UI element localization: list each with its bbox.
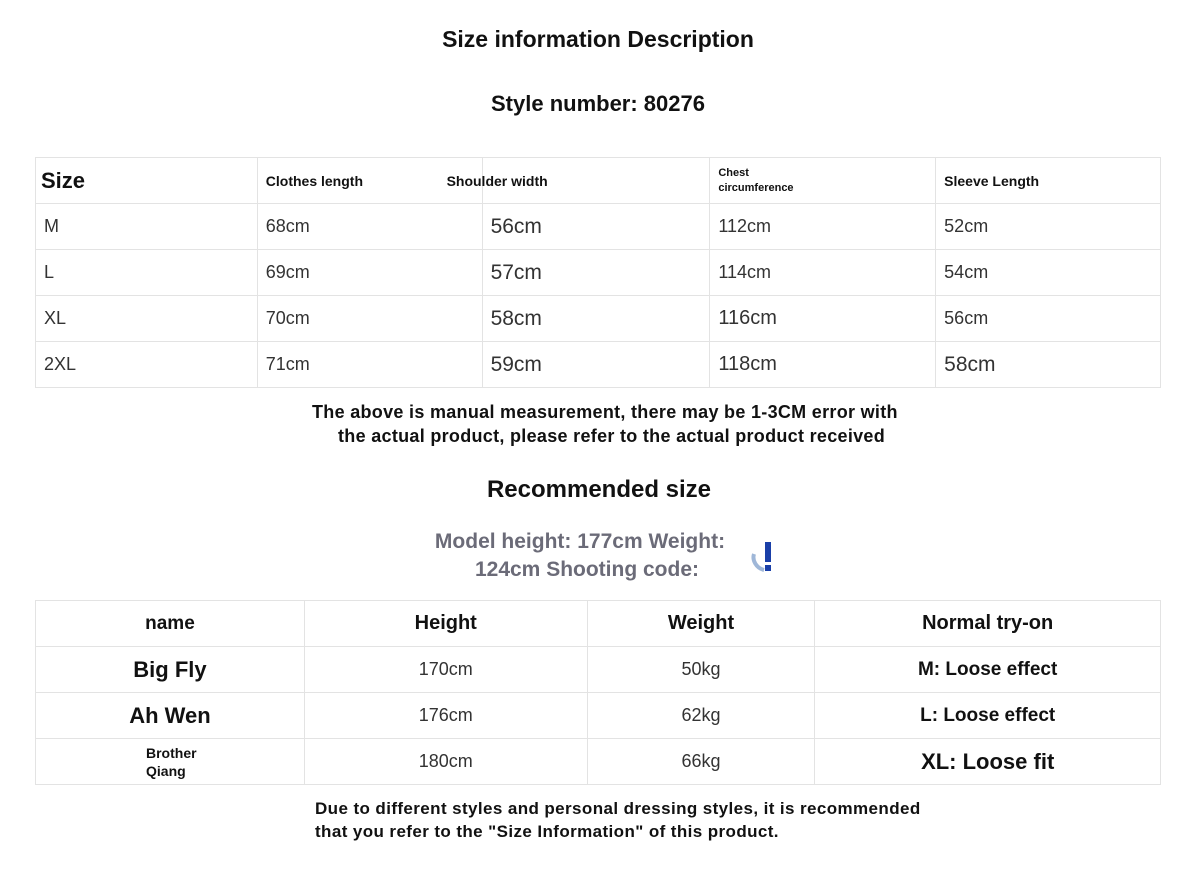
dressing-note-line1: Due to different styles and personal dressing styles, it is recommended [315, 799, 921, 818]
cell-model-height: 180cm [304, 739, 587, 785]
cell-model-weight: 62kg [587, 693, 815, 739]
page-title: Size information Description [442, 26, 754, 52]
cell-size: XL [36, 296, 258, 342]
warning-exclamation-icon [750, 540, 776, 574]
model-table-header [36, 601, 1161, 647]
table-row [36, 204, 1161, 250]
dressing-note-line2: that you refer to the "Size Information" of this product. [315, 822, 779, 841]
cell-model-weight: 50kg [587, 647, 815, 693]
cell-model-name: Big Fly [36, 647, 305, 693]
cell-model-fit: L: Loose effect [815, 693, 1161, 739]
header-shoulder-width: Shoulder width [482, 158, 710, 204]
table-row [36, 342, 1161, 388]
cell-sleeve: 54cm [936, 250, 1161, 296]
header-normal-try-on: Normal try-on [815, 601, 1161, 647]
header-sleeve-length: Sleeve Length [936, 158, 1161, 204]
size-table [35, 157, 1161, 388]
table-row [36, 250, 1161, 296]
cell-model-weight: 66kg [587, 739, 815, 785]
cell-clothes-length: 71cm [257, 342, 482, 388]
recommended-size-title: Recommended size [486, 476, 712, 503]
cell-shoulder-width: 56cm [482, 204, 710, 250]
model-info [0, 528, 1160, 584]
header-weight: Weight [587, 601, 815, 647]
cell-clothes-length: 70cm [257, 296, 482, 342]
cell-clothes-length: 68cm [257, 204, 482, 250]
model-info-line2: 124cm Shooting code: [474, 558, 700, 581]
cell-model-name: Brother Qiang [36, 739, 305, 785]
header-size: Size [36, 158, 258, 204]
cell-size: L [36, 250, 258, 296]
dressing-note [315, 797, 1035, 843]
size-table-header [36, 158, 1161, 204]
cell-sleeve: 56cm [936, 296, 1161, 342]
measurement-note-line1: The above is manual measurement, there may be 1-3CM error with [312, 402, 898, 422]
cell-size: 2XL [36, 342, 258, 388]
cell-shoulder-width: 57cm [482, 250, 710, 296]
header-name: name [36, 601, 305, 647]
cell-model-height: 170cm [304, 647, 587, 693]
header-clothes-length: Clothes length [257, 158, 482, 204]
cell-clothes-length: 69cm [257, 250, 482, 296]
model-table [35, 600, 1161, 785]
cell-model-fit: M: Loose effect [815, 647, 1161, 693]
cell-chest: 116cm [710, 296, 936, 342]
cell-chest: 114cm [710, 250, 936, 296]
header-height: Height [304, 601, 587, 647]
cell-model-fit: XL: Loose fit [815, 739, 1161, 785]
style-number: Style number: 80276 [491, 91, 705, 116]
cell-model-height: 176cm [304, 693, 587, 739]
cell-sleeve: 58cm [936, 342, 1161, 388]
table-row [36, 296, 1161, 342]
table-row [36, 739, 1161, 785]
header-chest-circumference: Chest circumference [710, 158, 936, 204]
measurement-note-line2: the actual product, please refer to the actual product received [338, 426, 886, 446]
cell-shoulder-width: 59cm [482, 342, 710, 388]
cell-chest: 112cm [710, 204, 936, 250]
cell-size: M [36, 204, 258, 250]
measurement-note [312, 400, 1032, 448]
table-row [36, 693, 1161, 739]
table-row [36, 647, 1161, 693]
cell-sleeve: 52cm [936, 204, 1161, 250]
cell-model-name: Ah Wen [36, 693, 305, 739]
model-info-line1: Model height: 177cm Weight: [434, 530, 726, 553]
cell-chest: 118cm [710, 342, 936, 388]
cell-shoulder-width: 58cm [482, 296, 710, 342]
